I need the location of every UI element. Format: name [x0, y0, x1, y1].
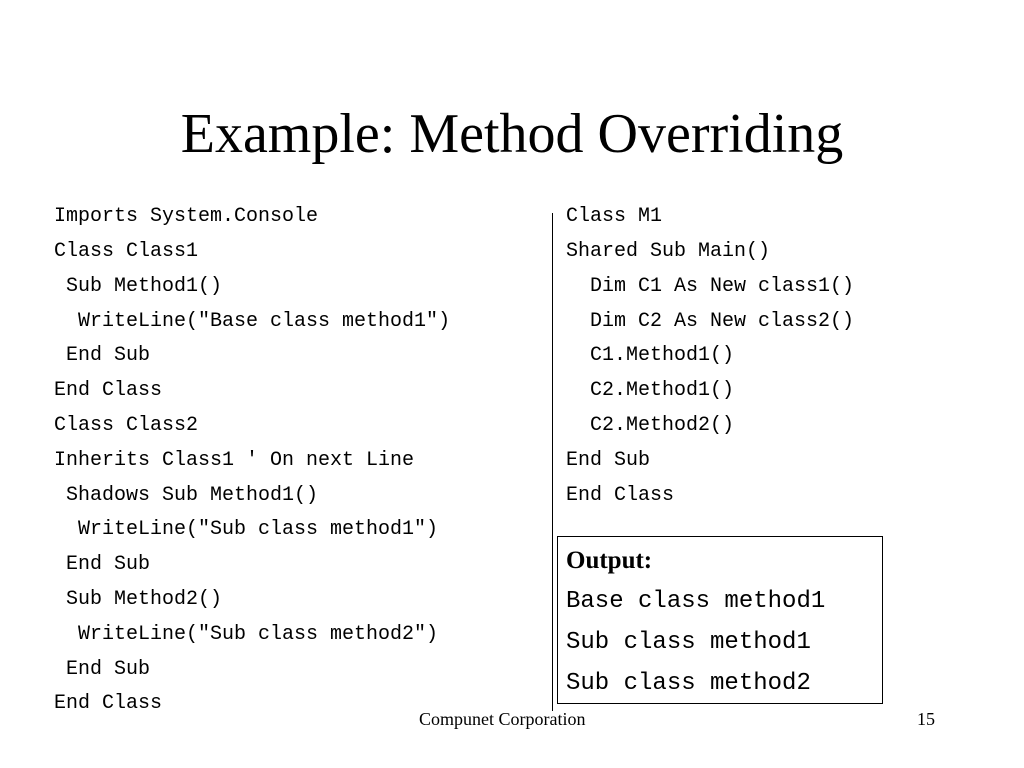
left-code-line: Sub Method1(): [54, 275, 223, 298]
right-code-line: Dim C1 As New class1(): [566, 275, 855, 298]
left-code-line: Shadows Sub Method1(): [54, 484, 319, 507]
left-code-line: WriteLine("Sub class method2"): [54, 623, 439, 646]
output-line: Sub class method1: [566, 629, 811, 656]
right-code-line: C1.Method1(): [566, 344, 735, 367]
left-code-line: Inherits Class1 ' On next Line: [54, 449, 415, 472]
left-code-line: End Sub: [54, 553, 151, 576]
output-heading: Output:: [566, 547, 653, 574]
left-code-line: WriteLine("Sub class method1"): [54, 518, 439, 541]
left-code-line: End Class: [54, 692, 163, 715]
footer-page-number: 15: [917, 709, 935, 729]
left-code-line: WriteLine("Base class method1"): [54, 310, 451, 333]
left-code-line: Imports System.Console: [54, 205, 319, 228]
left-code-line: Class Class1: [54, 240, 199, 263]
right-code-line: Shared Sub Main(): [566, 240, 771, 263]
left-code-line: Class Class2: [54, 414, 199, 437]
left-code-line: Sub Method2(): [54, 588, 223, 611]
output-line: Base class method1: [566, 588, 826, 615]
right-code-line: Class M1: [566, 205, 663, 228]
slide-title: Example: Method Overriding: [180, 103, 844, 165]
right-code-line: C2.Method2(): [566, 414, 735, 437]
left-code-line: End Sub: [54, 344, 151, 367]
right-code-line: Dim C2 As New class2(): [566, 310, 855, 333]
output-line: Sub class method2: [566, 670, 811, 697]
right-code-line: End Sub: [566, 449, 651, 472]
right-code-line: End Class: [566, 484, 675, 507]
column-divider: [552, 213, 553, 711]
left-code-line: End Class: [54, 379, 163, 402]
footer-company: Compunet Corporation: [419, 709, 586, 729]
right-code-line: C2.Method1(): [566, 379, 735, 402]
left-code-line: End Sub: [54, 658, 151, 681]
